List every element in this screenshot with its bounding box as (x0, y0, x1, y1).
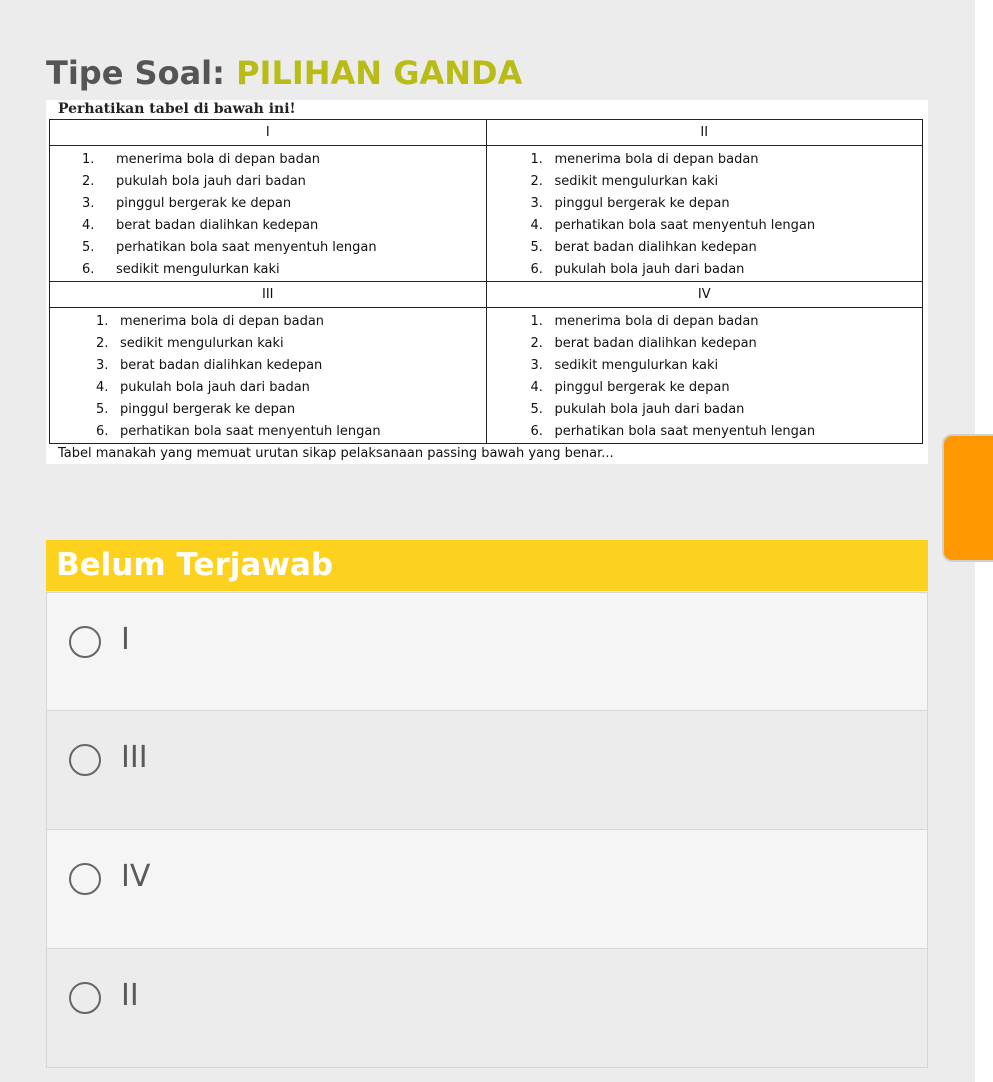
table-header-i: I (50, 120, 487, 146)
list-item: 4. perhatikan bola saat menyentuh lengan (530, 218, 816, 233)
list-item: 2. berat badan dialihkan kedepan (530, 336, 757, 351)
list-item: 2. sedikit mengulurkan kaki (96, 336, 284, 351)
list-item: 6. perhatikan bola saat menyentuh lengan (530, 424, 816, 439)
list-item: 5. pinggul bergerak ke depan (96, 402, 296, 417)
list-item: 3. pinggul bergerak ke depan (82, 196, 292, 211)
list-item: 1. menerima bola di depan badan (96, 314, 325, 329)
list-item: 5. perhatikan bola saat menyentuh lengan (82, 240, 377, 255)
option-iii[interactable] (46, 711, 928, 830)
list-item: 6. sedikit mengulurkan kaki (82, 262, 280, 277)
question-type-value: PILIHAN GANDA (236, 54, 523, 92)
list-item: 1. menerima bola di depan badan (530, 314, 759, 329)
list-item: 2. pukulah bola jauh dari badan (82, 174, 306, 189)
option-ii[interactable] (46, 949, 928, 1068)
answer-options (46, 592, 928, 1068)
list-item: 3. pinggul bergerak ke depan (530, 196, 730, 211)
list-item: 3. sedikit mengulurkan kaki (530, 358, 719, 373)
question-type-heading (46, 52, 522, 94)
list-item: 2. sedikit mengulurkan kaki (530, 174, 719, 189)
list-item: 4. pinggul bergerak ke depan (530, 380, 730, 395)
sequence-table (49, 119, 923, 444)
list-item: 4. pukulah bola jauh dari badan (96, 380, 310, 395)
table-header-iv: IV (486, 282, 923, 308)
radio-button[interactable] (69, 982, 101, 1014)
question-type-label: Tipe Soal: (46, 54, 237, 92)
question-prompt: Tabel manakah yang memuat urutan sikap pelaksanaan passing bawah yang benar... (58, 446, 614, 461)
list-item: 4. berat badan dialihkan kedepan (82, 218, 319, 233)
option-label: IV (121, 859, 151, 894)
side-navigation-tab[interactable] (944, 436, 993, 560)
radio-button[interactable] (69, 863, 101, 895)
option-label: II (121, 978, 139, 1013)
option-label: I (121, 622, 130, 657)
list-item: 6. perhatikan bola saat menyentuh lengan (96, 424, 381, 439)
table-cell-iii (50, 308, 487, 444)
list-item: 1. menerima bola di depan badan (82, 152, 321, 167)
radio-button[interactable] (69, 744, 101, 776)
table-cell-ii (486, 146, 923, 282)
list-item: 3. berat badan dialihkan kedepan (96, 358, 323, 373)
option-iv[interactable] (46, 830, 928, 949)
list-item: 5. pukulah bola jauh dari badan (530, 402, 745, 417)
table-header-iii: III (50, 282, 487, 308)
table-cell-iv (486, 308, 923, 444)
option-i[interactable] (46, 592, 928, 711)
list-item: 6. pukulah bola jauh dari badan (530, 262, 745, 277)
table-header-ii: II (486, 120, 923, 146)
list-item: 5. berat badan dialihkan kedepan (530, 240, 757, 255)
radio-button[interactable] (69, 626, 101, 658)
table-cell-i (50, 146, 487, 282)
option-label: III (121, 740, 148, 775)
list-item: 1. menerima bola di depan badan (530, 152, 759, 167)
question-intro: Perhatikan tabel di bawah ini! (58, 101, 296, 117)
answer-status-bar (46, 540, 928, 591)
answer-status-label: Belum Terjawab (56, 547, 334, 583)
question-image (46, 100, 928, 464)
